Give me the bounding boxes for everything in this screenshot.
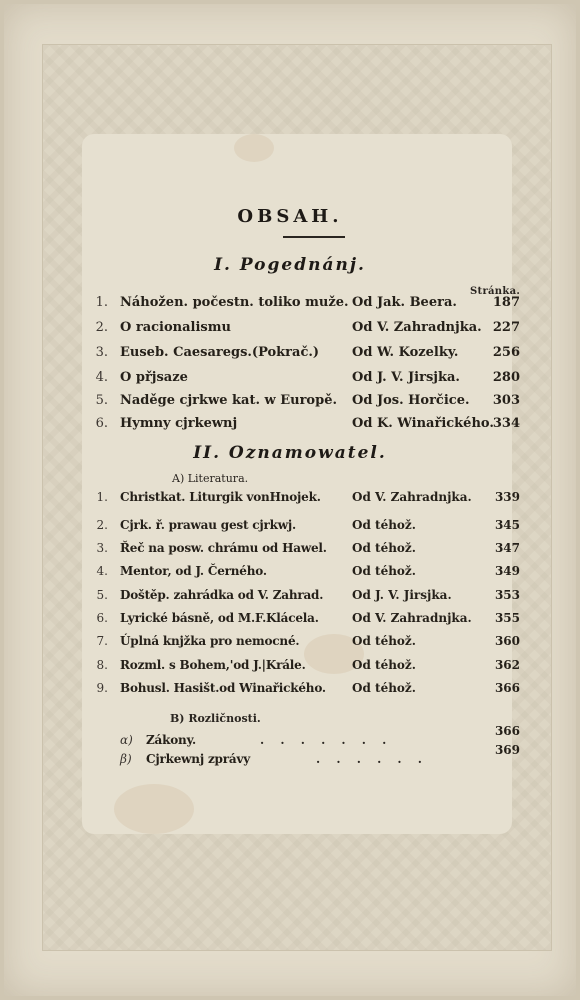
entry-title: Naděge cjrkwe kat. w Europě. xyxy=(120,393,337,408)
entry-number: 2. xyxy=(96,518,108,532)
entry-page: 355 xyxy=(494,611,520,625)
entry-author: Od téhož. xyxy=(352,634,416,648)
section2-heading: II. Oznamowatel. xyxy=(193,443,387,463)
entry-page: 360 xyxy=(494,634,520,648)
toc-entry xyxy=(0,416,580,438)
entry-author: Od téhož. xyxy=(352,541,416,555)
entry-number: 1. xyxy=(95,295,108,310)
entry-page: 349 xyxy=(494,564,520,578)
page-title: OBSAH. xyxy=(237,206,343,227)
entry-page: 303 xyxy=(492,393,520,408)
entry-page: 345 xyxy=(494,518,520,532)
entry-author: Od V. Zahradnjka. xyxy=(352,611,472,625)
toc-entry xyxy=(0,345,580,367)
entry-author: Od J. V. Jirsjka. xyxy=(352,588,452,602)
entry-page: 369 xyxy=(494,743,520,757)
entry-number: 8. xyxy=(96,658,108,672)
toc-entry xyxy=(0,541,580,563)
entry-title: Christkat. Liturgik vonHnojek. xyxy=(120,490,321,504)
toc-entry xyxy=(0,588,580,610)
entry-number: 1. xyxy=(96,490,108,504)
entry-author: Od Jak. Beera. xyxy=(352,295,457,310)
entry-title: Cjrk. ř. prawau gest cjrkwj. xyxy=(120,518,296,532)
entry-title: Rozml. s Bohem,'od J.|Krále. xyxy=(120,658,306,672)
entry-author: Od téhož. xyxy=(352,564,416,578)
toc-entry xyxy=(0,611,580,633)
entry-author: Od V. Zahradnjka. xyxy=(352,490,472,504)
entry-page: 256 xyxy=(492,345,520,360)
entry-number: β) xyxy=(120,752,132,766)
entry-author: Od J. V. Jirsjka. xyxy=(352,370,460,385)
toc-entry xyxy=(0,370,580,392)
entry-number: 9. xyxy=(96,681,108,695)
entry-title: Lyrické básně, od M.F.Klácela. xyxy=(120,611,319,625)
section1-heading: I. Pogednánj. xyxy=(214,255,366,275)
entry-title: Bohusl. Hasišt.od Winařického. xyxy=(120,681,326,695)
entry-title: Euseb. Caesaregs.(Pokrač.) xyxy=(120,345,320,360)
entry-page: 339 xyxy=(494,490,520,504)
entry-number: 7. xyxy=(96,634,108,648)
entry-page: 366 xyxy=(494,724,520,738)
entry-author: Od Jos. Horčice. xyxy=(352,393,470,408)
entry-number: 4. xyxy=(95,370,108,385)
entry-page: 353 xyxy=(494,588,520,602)
entry-title: Cjrkewnj zprávy xyxy=(146,752,250,766)
entry-page: 334 xyxy=(492,416,520,431)
entry-author: Od téhož. xyxy=(352,518,416,532)
subsection-a-heading: A) Literatura. xyxy=(172,472,249,485)
title-underline xyxy=(283,236,345,238)
page-column-label: Stránka. xyxy=(470,286,521,297)
entry-title: Hymny cjrkewnj xyxy=(120,416,238,431)
toc-entry xyxy=(0,320,580,342)
toc-entry xyxy=(0,564,580,586)
entry-author: Od téhož. xyxy=(352,658,416,672)
entry-author: Od K. Winařického. xyxy=(352,416,494,431)
entry-number: 4. xyxy=(96,564,108,578)
dot-leader: . . . . . . xyxy=(316,752,428,766)
entry-author: Od téhož. xyxy=(352,681,416,695)
toc-entry xyxy=(0,295,580,317)
entry-title: Zákony. xyxy=(146,733,196,747)
entry-title: O přjsaze xyxy=(120,370,188,385)
entry-page: 280 xyxy=(492,370,520,385)
entry-number: 6. xyxy=(96,611,108,625)
entry-number: 3. xyxy=(96,541,108,555)
entry-title: Úplná knjžka pro nemocné. xyxy=(120,634,300,648)
toc-entry xyxy=(0,743,580,774)
entry-number: α) xyxy=(120,733,133,747)
entry-author: Od V. Zahradnjka. xyxy=(352,320,482,335)
entry-title: Náhožen. počestn. toliko muže. xyxy=(120,295,349,310)
entry-number: 5. xyxy=(96,588,108,602)
toc-entry xyxy=(0,681,580,703)
toc-entry xyxy=(0,634,580,656)
entry-page: 366 xyxy=(494,681,520,695)
entry-author: Od W. Kozelky. xyxy=(352,345,459,360)
toc-entry xyxy=(0,658,580,680)
entry-title: Řeč na posw. chrámu od Hawel. xyxy=(120,541,327,555)
entry-page: 347 xyxy=(494,541,520,555)
toc-entry xyxy=(0,518,580,540)
entry-page: 187 xyxy=(492,295,520,310)
entry-number: 5. xyxy=(95,393,108,408)
toc-entry xyxy=(0,393,580,415)
entry-page: 227 xyxy=(492,320,520,335)
entry-number: 2. xyxy=(95,320,108,335)
entry-number: 6. xyxy=(95,416,108,431)
entry-title: Doštěp. zahrádka od V. Zahrad. xyxy=(120,588,324,602)
subsection-b-heading: B) Rozličnosti. xyxy=(170,712,261,725)
entry-number: 3. xyxy=(95,345,108,360)
entry-title: Mentor, od J. Černého. xyxy=(120,564,267,578)
entry-title: O racionalismu xyxy=(120,320,231,335)
entry-page: 362 xyxy=(494,658,520,672)
toc-entry xyxy=(0,490,580,512)
dot-leader: . . . . . . . xyxy=(260,733,393,747)
